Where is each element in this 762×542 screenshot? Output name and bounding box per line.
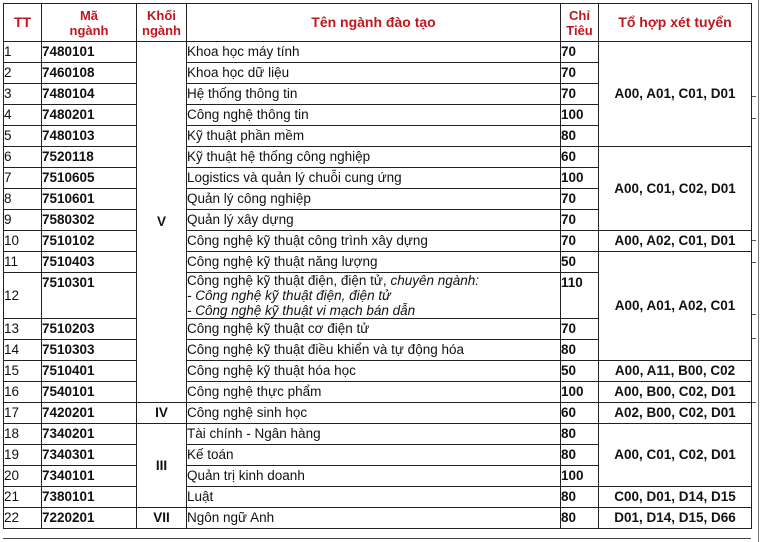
cell-tt: 6 [4, 147, 42, 168]
cell-name: Kỹ thuật phần mềm [187, 126, 561, 147]
cell-name: Hệ thống thông tin [187, 84, 561, 105]
cell-block: III [137, 424, 187, 508]
header-block: Khối ngành [137, 4, 187, 42]
cell-block: IV [137, 403, 187, 424]
name-italic: chuyên ngành: [390, 273, 480, 288]
cell-quota: 110 [561, 273, 599, 319]
admission-table [3, 3, 752, 529]
cell-combo: D01, D14, D15, D66 [599, 508, 752, 529]
cell-combo: A00, A02, C01, D01 [599, 231, 752, 252]
cell-code: 7220201 [42, 508, 137, 529]
cell-code: 7510303 [42, 340, 137, 361]
cell-name: Công nghệ sinh học [187, 403, 561, 424]
cell-quota: 70 [561, 189, 599, 210]
cell-code: 7420201 [42, 403, 137, 424]
sub-item: - Công nghệ kỹ thuật vi mạch bán dẫn [187, 303, 416, 318]
cell-tt: 21 [4, 487, 42, 508]
page-bottom-border [3, 538, 751, 539]
cell-quota: 80 [561, 508, 599, 529]
header-combo: Tổ hợp xét tuyển [599, 4, 752, 42]
cell-code: 7480101 [42, 42, 137, 63]
cell-tt: 10 [4, 231, 42, 252]
table-row [4, 382, 752, 403]
table-row [4, 361, 752, 382]
cell-quota: 80 [561, 445, 599, 466]
edge-tick [752, 240, 756, 241]
cell-combo: A00, B00, C02, D01 [599, 382, 752, 403]
header-tt: TT [4, 4, 42, 42]
cell-code: 7380101 [42, 487, 137, 508]
cell-tt: 7 [4, 168, 42, 189]
cell-block: V [137, 42, 187, 403]
cell-quota: 70 [561, 63, 599, 84]
cell-name: Quản lý xây dựng [187, 210, 561, 231]
cell-tt: 9 [4, 210, 42, 231]
cell-combo: A00, A11, B00, C02 [599, 361, 752, 382]
cell-name: Tài chính - Ngân hàng [187, 424, 561, 445]
cell-tt: 3 [4, 84, 42, 105]
cell-code: 7340201 [42, 424, 137, 445]
cell-name: Quản lý công nghiệp [187, 189, 561, 210]
table-row [4, 42, 752, 63]
cell-quota: 70 [561, 210, 599, 231]
sub-item: - Công nghệ kỹ thuật điện, điện tử [187, 288, 391, 303]
cell-name: Công nghệ thực phẩm [187, 382, 561, 403]
cell-code: 7510403 [42, 252, 137, 273]
cell-code: 7510203 [42, 319, 137, 340]
header-code: Mã ngành [42, 4, 137, 42]
header-name: Tên ngành đào tạo [187, 4, 561, 42]
cell-tt: 20 [4, 466, 42, 487]
cell-code: 7480103 [42, 126, 137, 147]
cell-quota: 100 [561, 168, 599, 189]
header-row [4, 4, 752, 42]
cell-code: 7510301 [42, 273, 137, 319]
cell-tt: 1 [4, 42, 42, 63]
cell-tt: 12 [4, 273, 42, 319]
cell-name: Khoa học máy tính [187, 42, 561, 63]
cell-name: Công nghệ kỹ thuật điều khiển và tự động hóa [187, 340, 561, 361]
cell-code: 7460108 [42, 63, 137, 84]
cell-code: 7580302 [42, 210, 137, 231]
cell-name: Công nghệ kỹ thuật hóa học [187, 361, 561, 382]
page-right-edge [758, 0, 759, 542]
cell-code: 7340301 [42, 445, 137, 466]
edge-tick [752, 314, 756, 315]
cell-quota: 100 [561, 382, 599, 403]
cell-combo: C00, D01, D14, D15 [599, 487, 752, 508]
table-row [4, 424, 752, 445]
cell-quota: 50 [561, 361, 599, 382]
cell-combo: A00, A01, C01, D01 [599, 42, 752, 147]
cell-name: Kỹ thuật hệ thống công nghiệp [187, 147, 561, 168]
cell-combo: A00, C01, C02, D01 [599, 424, 752, 487]
cell-name: Kế toán [187, 445, 561, 466]
table-row [4, 231, 752, 252]
cell-tt: 13 [4, 319, 42, 340]
cell-quota: 70 [561, 84, 599, 105]
cell-name: Công nghệ kỹ thuật cơ điện tử [187, 319, 561, 340]
cell-tt: 16 [4, 382, 42, 403]
cell-tt: 14 [4, 340, 42, 361]
cell-name: Công nghệ thông tin [187, 105, 561, 126]
cell-name: Ngôn ngữ Anh [187, 508, 561, 529]
table-row [4, 403, 752, 424]
table-row [4, 252, 752, 273]
cell-name: Khoa học dữ liệu [187, 63, 561, 84]
name-main: Công nghệ kỹ thuật điện, điện tử, [187, 273, 391, 288]
cell-tt: 18 [4, 424, 42, 445]
cell-quota: 70 [561, 231, 599, 252]
cell-quota: 100 [561, 105, 599, 126]
cell-quota: 70 [561, 319, 599, 340]
cell-tt: 19 [4, 445, 42, 466]
cell-name: Công nghệ kỹ thuật năng lượng [187, 252, 561, 273]
cell-code: 7510102 [42, 231, 137, 252]
cell-quota: 60 [561, 403, 599, 424]
cell-code: 7520118 [42, 147, 137, 168]
cell-code: 7540101 [42, 382, 137, 403]
cell-quota: 60 [561, 147, 599, 168]
cell-quota: 80 [561, 487, 599, 508]
cell-tt: 8 [4, 189, 42, 210]
cell-tt: 4 [4, 105, 42, 126]
edge-tick [752, 96, 756, 97]
cell-quota: 80 [561, 340, 599, 361]
edge-tick [752, 118, 756, 119]
table-row [4, 147, 752, 168]
table-row [4, 508, 752, 529]
cell-name: Logistics và quản lý chuỗi cung ứng [187, 168, 561, 189]
cell-combo: A02, B00, C02, D01 [599, 403, 752, 424]
cell-code: 7510601 [42, 189, 137, 210]
edge-tick [752, 402, 756, 403]
cell-name: Quản trị kinh doanh [187, 466, 561, 487]
cell-code: 7480201 [42, 105, 137, 126]
cell-tt: 5 [4, 126, 42, 147]
edge-tick [752, 338, 756, 339]
edge-tick [752, 262, 756, 263]
header-quota: Chỉ Tiêu [561, 4, 599, 42]
cell-quota: 80 [561, 126, 599, 147]
cell-combo: A00, A01, A02, C01 [599, 252, 752, 361]
cell-tt: 22 [4, 508, 42, 529]
cell-name: Luật [187, 487, 561, 508]
cell-quota: 100 [561, 466, 599, 487]
cell-combo: A00, C01, C02, D01 [599, 147, 752, 231]
cell-name-multiline [187, 273, 561, 319]
cell-name: Công nghệ kỹ thuật công trình xây dựng [187, 231, 561, 252]
cell-tt: 17 [4, 403, 42, 424]
cell-quota: 50 [561, 252, 599, 273]
cell-quota: 80 [561, 424, 599, 445]
cell-code: 7510401 [42, 361, 137, 382]
cell-code: 7480104 [42, 84, 137, 105]
cell-tt: 15 [4, 361, 42, 382]
cell-block: VII [137, 508, 187, 529]
cell-code: 7510605 [42, 168, 137, 189]
cell-code: 7340101 [42, 466, 137, 487]
table-row [4, 487, 752, 508]
cell-quota: 70 [561, 42, 599, 63]
cell-tt: 2 [4, 63, 42, 84]
cell-tt: 11 [4, 252, 42, 273]
